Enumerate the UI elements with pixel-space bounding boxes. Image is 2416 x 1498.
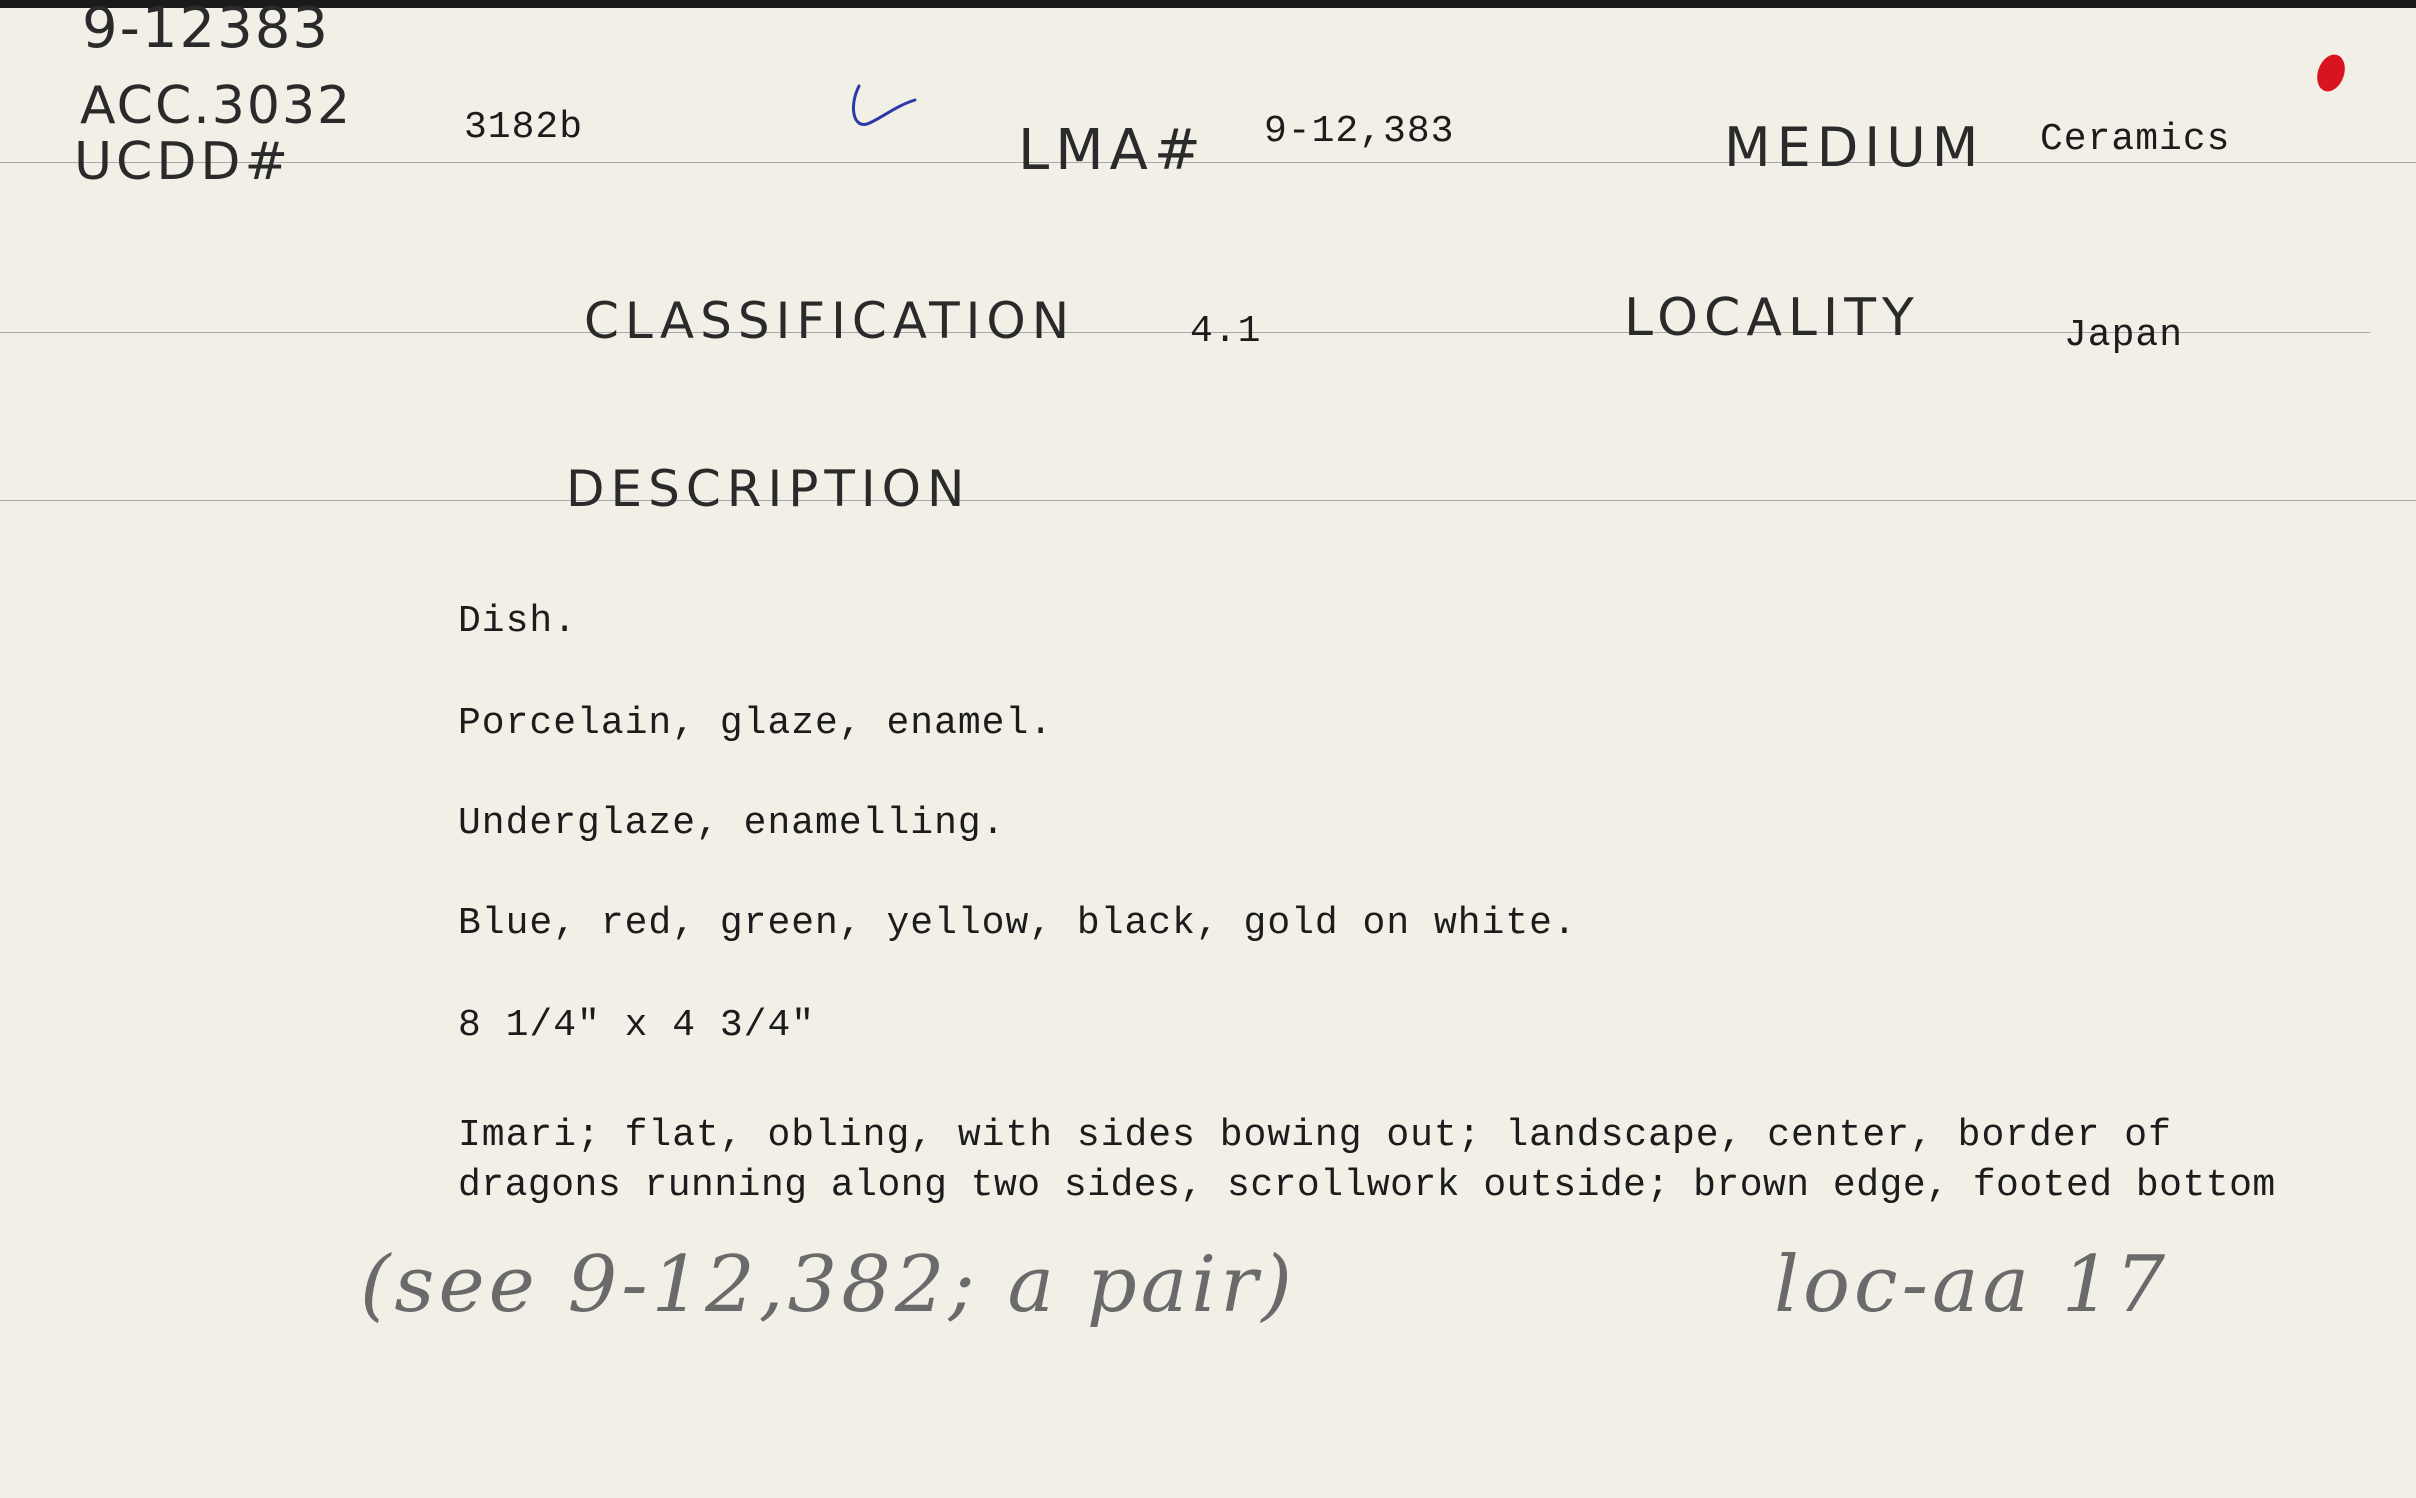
classification-label: CLASSIFICATION: [584, 292, 1076, 350]
rule-classification: [0, 332, 2370, 333]
locality-label: LOCALITY: [1624, 288, 1920, 348]
description-line: 8 1/4" x 4 3/4": [458, 1004, 816, 1047]
red-dot-mark: [2312, 51, 2349, 96]
description-line: Imari; flat, obling, with sides bowing out; landscape, center, border of: [458, 1114, 2172, 1157]
description-line: Porcelain, glaze, enamel.: [458, 702, 1054, 745]
description-line: dragons running along two sides, scrollwork outside; brown edge, footed bottom: [458, 1164, 2276, 1207]
rule-description: [0, 500, 2416, 501]
corner-number: 9-12383: [82, 0, 330, 61]
rule-header: [0, 162, 2416, 163]
lma-value: 9-12,383: [1264, 110, 1455, 153]
locality-value: Japan: [2064, 314, 2184, 357]
description-label: DESCRIPTION: [566, 460, 971, 518]
card-top-edge: [0, 0, 2416, 8]
pencil-see-note: (see 9-12,382; a pair): [360, 1240, 1296, 1330]
blue-checkmark-icon: [845, 76, 925, 136]
description-line: Dish.: [458, 600, 578, 643]
corner-ucdd: UCDD#: [74, 132, 293, 192]
description-line: Blue, red, green, yellow, black, gold on white.: [458, 902, 1577, 945]
corner-acc: ACC.3032: [80, 76, 353, 136]
pencil-location-note: loc-aa 17: [1774, 1240, 2169, 1330]
description-line: Underglaze, enamelling.: [458, 802, 1006, 845]
medium-value: Ceramics: [2040, 118, 2231, 161]
typed-id: 3182b: [464, 106, 584, 149]
medium-label: MEDIUM: [1724, 116, 1985, 179]
lma-label: LMA#: [1018, 118, 1207, 183]
classification-value: 4.1: [1190, 310, 1262, 353]
